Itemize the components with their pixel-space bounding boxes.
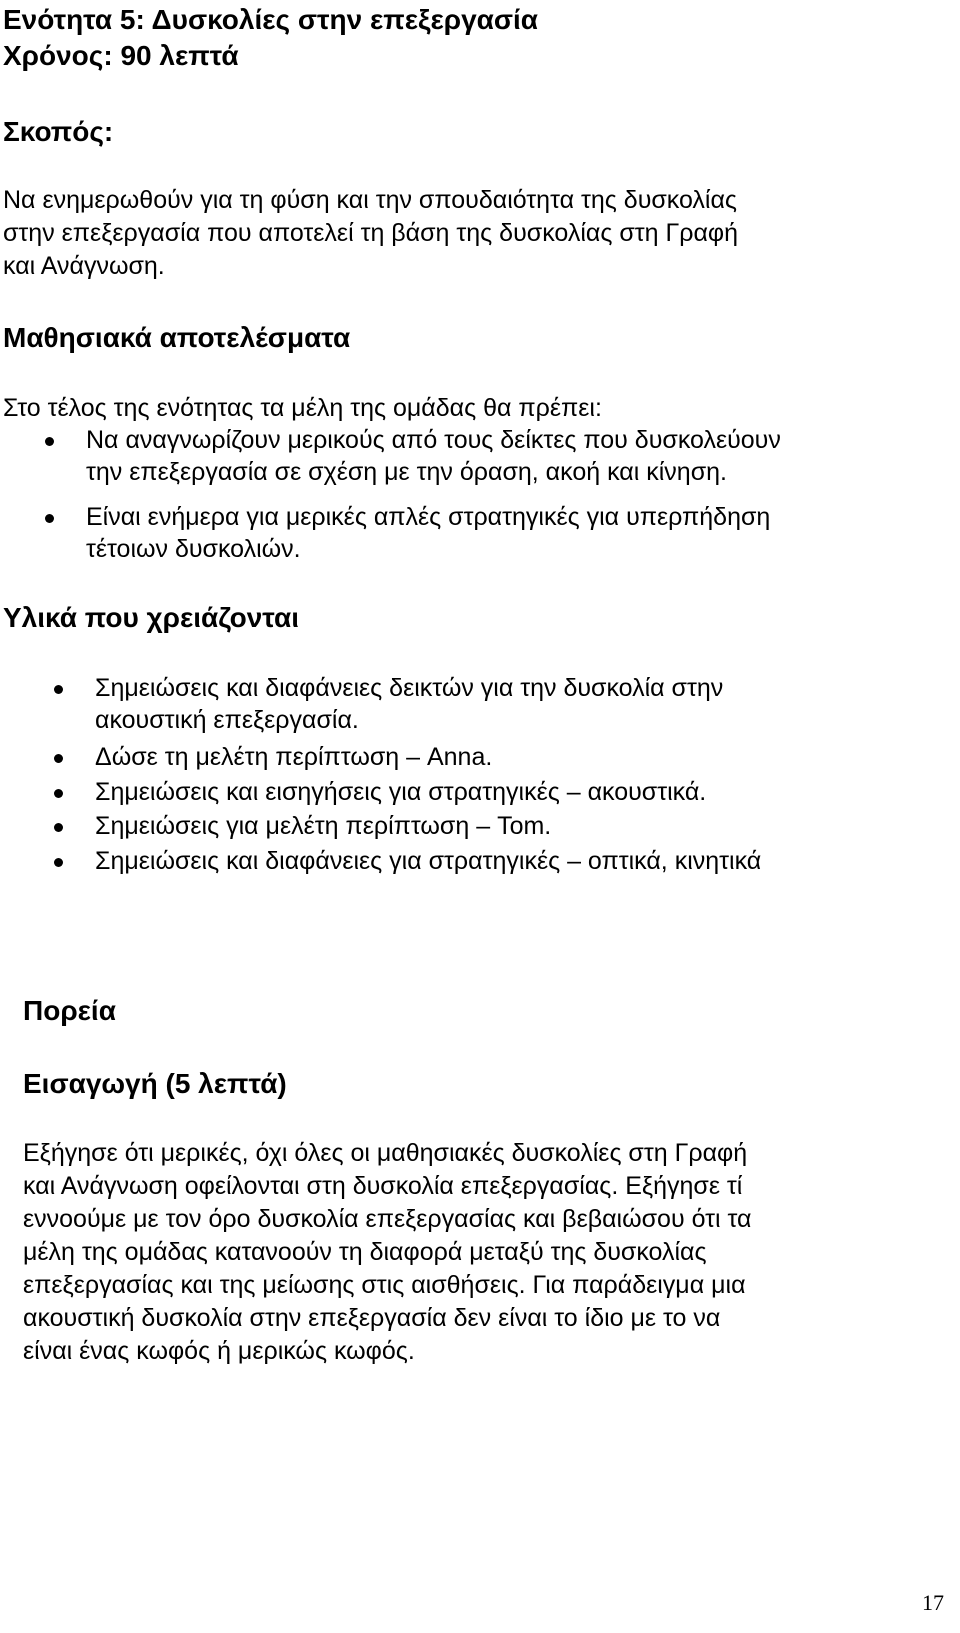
outcome-item-line: την επεξεργασία σε σχέση με την όραση, ακοή και κίνηση.	[86, 458, 727, 486]
goal-line: Να ενημερωθούν για τη φύση και την σπουδαιότητα της δυσκολίας	[3, 186, 737, 214]
outcomes-intro: Στο τέλος της ενότητας τα μέλη της ομάδας θα πρέπει:	[3, 394, 602, 422]
course-line: εννοούμε με τον όρο δυσκολία επεξεργασίας και βεβαιώσου ότι τα	[23, 1205, 752, 1233]
outcome-item-line: Να αναγνωρίζουν μερικούς από τους δείκτες που δυσκολεύουν	[86, 426, 781, 454]
course-heading: Πορεία	[23, 995, 116, 1026]
material-item-line: Σημειώσεις για μελέτη περίπτωση – Tom.	[95, 812, 552, 840]
outcome-item-line: τέτοιων δυσκολιών.	[86, 535, 301, 563]
course-line: ακουστική δυσκολία στην επεξεργασία δεν είναι το ίδιο με το να	[23, 1304, 721, 1332]
course-line: Εξήγησε ότι μερικές, όχι όλες οι μαθησιακές δυσκολίες στη Γραφή	[23, 1139, 748, 1167]
bullet-icon	[45, 514, 54, 523]
material-item-line: Σημειώσεις και διαφάνειες για στρατηγικές – οπτικά, κινητικά	[95, 847, 762, 875]
bullet-icon	[54, 789, 63, 798]
course-line: επεξεργασίας και της μείωσης στις αισθήσεις. Για παράδειγμα μια	[23, 1271, 746, 1299]
material-item-line: Δώσε τη μελέτη περίπτωση – Anna.	[95, 743, 493, 771]
page-number: 17	[922, 1590, 944, 1615]
bullet-icon	[54, 858, 63, 867]
course-line: είναι ένας κωφός ή μερικώς κωφός.	[23, 1337, 415, 1365]
outcome-item-line: Είναι ενήμερα για μερικές απλές στρατηγικές για υπερπήδηση	[86, 503, 771, 531]
material-item-line: ακουστική επεξεργασία.	[95, 706, 359, 734]
bullet-icon	[54, 823, 63, 832]
course-line: και Ανάγνωση οφείλονται στη δυσκολία επεξεργασίας. Εξήγησε τί	[23, 1172, 743, 1200]
duration-label: Χρόνος: 90 λεπτά	[3, 40, 239, 71]
material-item-line: Σημειώσεις και διαφάνειες δεικτών για την δυσκολία στην	[95, 674, 724, 702]
materials-heading: Υλικά που χρειάζονται	[3, 602, 299, 633]
goal-line: στην επεξεργασία που αποτελεί τη βάση της δυσκολίας στη Γραφή	[3, 219, 739, 247]
goal-line: και Ανάγνωση.	[3, 252, 165, 280]
bullet-icon	[54, 685, 63, 694]
material-item-line: Σημειώσεις και εισηγήσεις για στρατηγικές – ακουστικά.	[95, 778, 707, 806]
bullet-icon	[45, 437, 54, 446]
bullet-icon	[54, 754, 63, 763]
goal-heading: Σκοπός:	[3, 116, 114, 147]
course-line: μέλη της ομάδας κατανοούν τη διαφορά μεταξύ της δυσκολίας	[23, 1238, 707, 1266]
section-title: Ενότητα 5: Δυσκολίες στην επεξεργασία	[3, 4, 538, 35]
outcomes-heading: Μαθησιακά αποτελέσματα	[3, 322, 351, 353]
intro-heading: Εισαγωγή (5 λεπτά)	[23, 1068, 287, 1099]
